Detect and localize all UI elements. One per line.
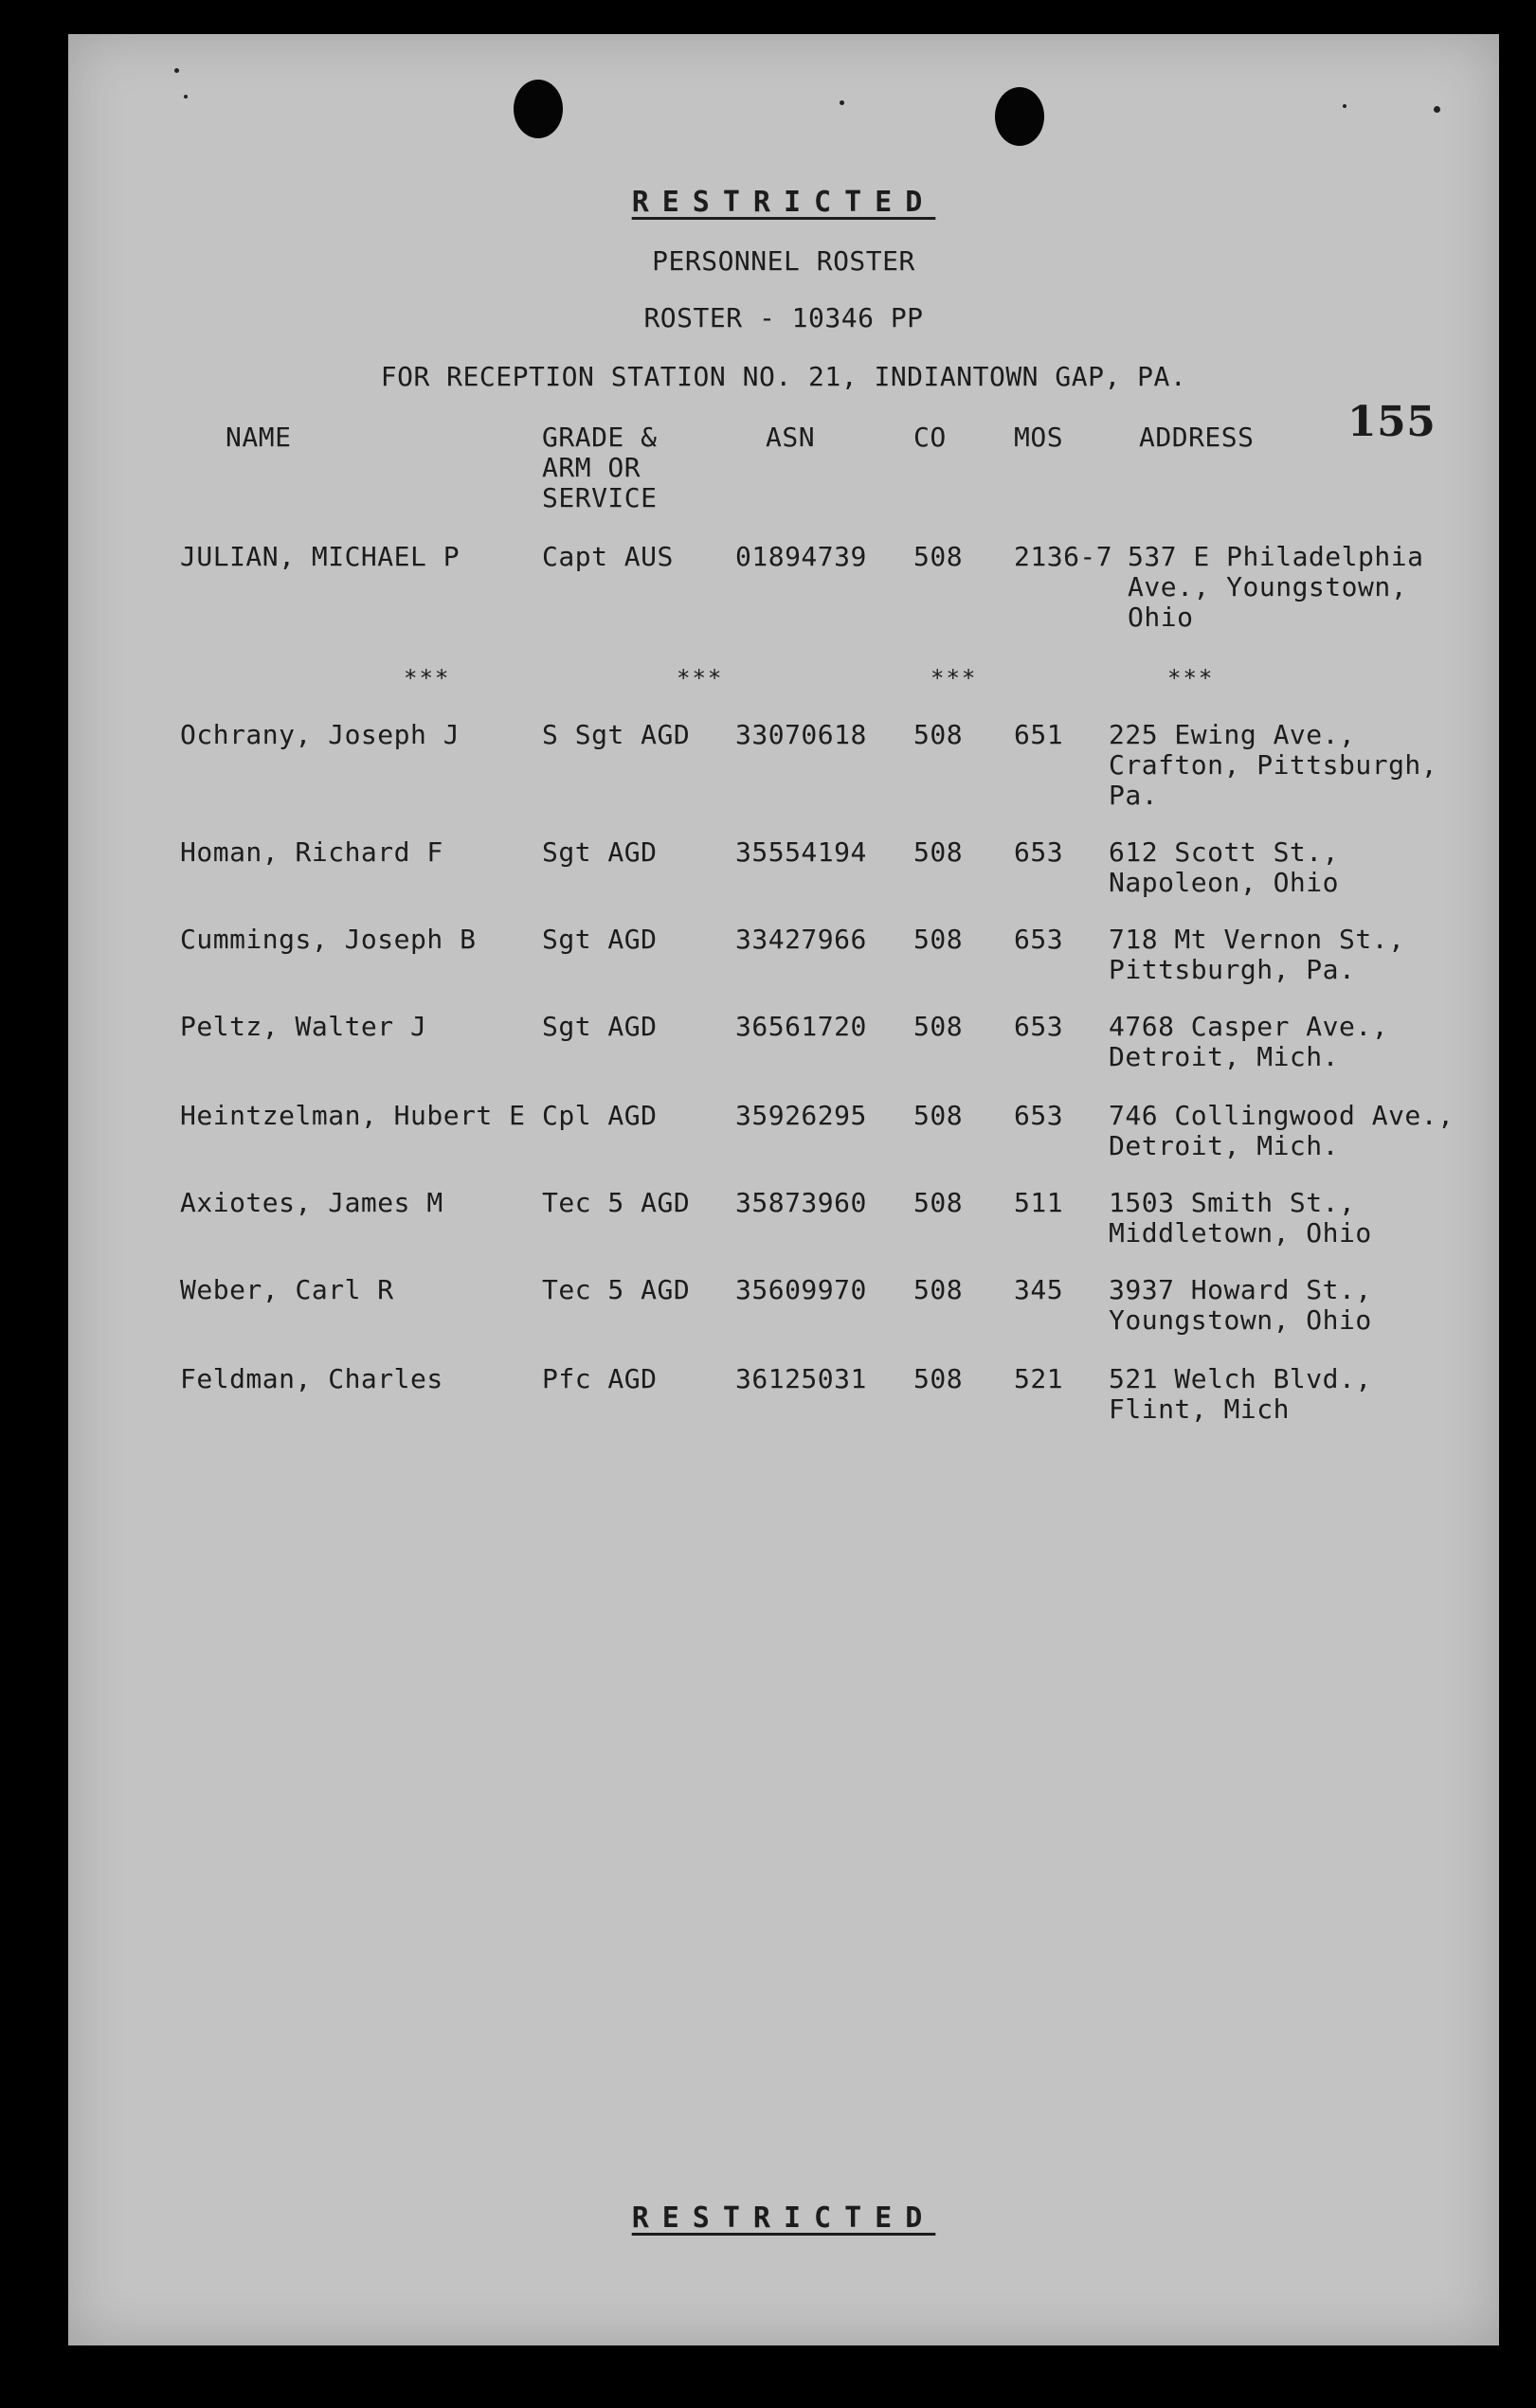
row-mos: 653 xyxy=(1014,1100,1064,1131)
officer-mos: 2136-7 xyxy=(1014,541,1113,572)
row-asn: 35609970 xyxy=(735,1274,867,1305)
separator-stars: *** xyxy=(931,665,978,692)
document-page xyxy=(68,34,1499,2345)
row-name: Peltz, Walter J xyxy=(180,1011,427,1042)
row-grade: Cpl AGD xyxy=(542,1100,658,1131)
row-co: 508 xyxy=(913,836,964,868)
row-asn: 33070618 xyxy=(735,719,867,750)
speck xyxy=(174,68,179,73)
row-asn: 35873960 xyxy=(735,1187,867,1218)
page-number: 155 xyxy=(1347,398,1437,446)
speck xyxy=(1434,106,1440,113)
row-grade: S Sgt AGD xyxy=(542,719,691,750)
row-name: Homan, Richard F xyxy=(180,836,443,868)
officer-address: 537 E Philadelphia Ave., Youngstown, Ohio xyxy=(1128,541,1424,633)
row-address: 746 Collingwood Ave., Detroit, Mich. xyxy=(1109,1100,1455,1161)
speck xyxy=(1343,104,1346,108)
punch-hole-right xyxy=(995,87,1044,146)
row-asn: 36125031 xyxy=(735,1363,867,1394)
row-grade: Tec 5 AGD xyxy=(542,1274,691,1305)
separator-stars: *** xyxy=(1167,665,1215,692)
officer-asn: 01894739 xyxy=(735,541,867,572)
row-address: 612 Scott St., Napoleon, Ohio xyxy=(1109,836,1340,898)
roster-number: ROSTER - 10346 PP xyxy=(643,302,924,333)
row-name: Weber, Carl R xyxy=(180,1274,394,1305)
row-name: Cummings, Joseph B xyxy=(180,924,477,955)
row-address: 3937 Howard St., Youngstown, Ohio xyxy=(1109,1274,1372,1336)
row-co: 508 xyxy=(913,1011,964,1042)
column-header-co: CO xyxy=(913,422,947,453)
row-grade: Tec 5 AGD xyxy=(542,1187,691,1218)
column-header-grade: GRADE & ARM OR SERVICE xyxy=(542,422,658,513)
column-header-name: NAME xyxy=(226,422,292,453)
row-address: 521 Welch Blvd., Flint, Mich xyxy=(1109,1363,1372,1425)
row-grade: Sgt AGD xyxy=(542,1011,658,1042)
row-asn: 35554194 xyxy=(735,836,867,868)
row-grade: Sgt AGD xyxy=(542,836,658,868)
row-mos: 651 xyxy=(1014,719,1064,750)
row-asn: 36561720 xyxy=(735,1011,867,1042)
row-name: Ochrany, Joseph J xyxy=(180,719,461,750)
column-header-mos: MOS xyxy=(1014,422,1064,453)
row-address: 4768 Casper Ave., Detroit, Mich. xyxy=(1109,1011,1389,1072)
speck xyxy=(840,100,844,105)
column-header-asn: ASN xyxy=(766,422,816,453)
row-co: 508 xyxy=(913,1100,964,1131)
row-name: Axiotes, James M xyxy=(180,1187,443,1218)
row-mos: 653 xyxy=(1014,836,1064,868)
row-mos: 653 xyxy=(1014,924,1064,955)
row-address: 1503 Smith St., Middletown, Ohio xyxy=(1109,1187,1372,1249)
row-co: 508 xyxy=(913,924,964,955)
row-asn: 33427966 xyxy=(735,924,867,955)
row-address: 718 Mt Vernon St., Pittsburgh, Pa. xyxy=(1109,924,1405,985)
officer-grade: Capt AUS xyxy=(542,541,674,572)
row-name: Feldman, Charles xyxy=(180,1363,443,1394)
separator-stars: *** xyxy=(677,665,724,692)
station-line: FOR RECEPTION STATION NO. 21, INDIANTOWN GAP, PA. xyxy=(380,361,1187,392)
restricted-stamp-top: RESTRICTED xyxy=(631,186,936,219)
row-grade: Pfc AGD xyxy=(542,1363,658,1394)
row-asn: 35926295 xyxy=(735,1100,867,1131)
officer-co: 508 xyxy=(913,541,964,572)
punch-hole-left xyxy=(514,80,563,138)
row-grade: Sgt AGD xyxy=(542,924,658,955)
row-co: 508 xyxy=(913,1363,964,1394)
column-header-address: ADDRESS xyxy=(1139,422,1255,453)
speck xyxy=(184,95,188,99)
row-mos: 653 xyxy=(1014,1011,1064,1042)
separator-stars: *** xyxy=(404,665,451,692)
restricted-stamp-bottom: RESTRICTED xyxy=(631,2201,936,2235)
officer-name: JULIAN, MICHAEL P xyxy=(180,541,461,572)
row-address: 225 Ewing Ave., Crafton, Pittsburgh, Pa. xyxy=(1109,719,1438,811)
row-co: 508 xyxy=(913,1187,964,1218)
row-co: 508 xyxy=(913,1274,964,1305)
row-mos: 511 xyxy=(1014,1187,1064,1218)
row-mos: 521 xyxy=(1014,1363,1064,1394)
row-mos: 345 xyxy=(1014,1274,1064,1305)
row-name: Heintzelman, Hubert E xyxy=(180,1100,526,1131)
row-co: 508 xyxy=(913,719,964,750)
roster-subtitle: PERSONNEL ROSTER xyxy=(652,245,915,277)
